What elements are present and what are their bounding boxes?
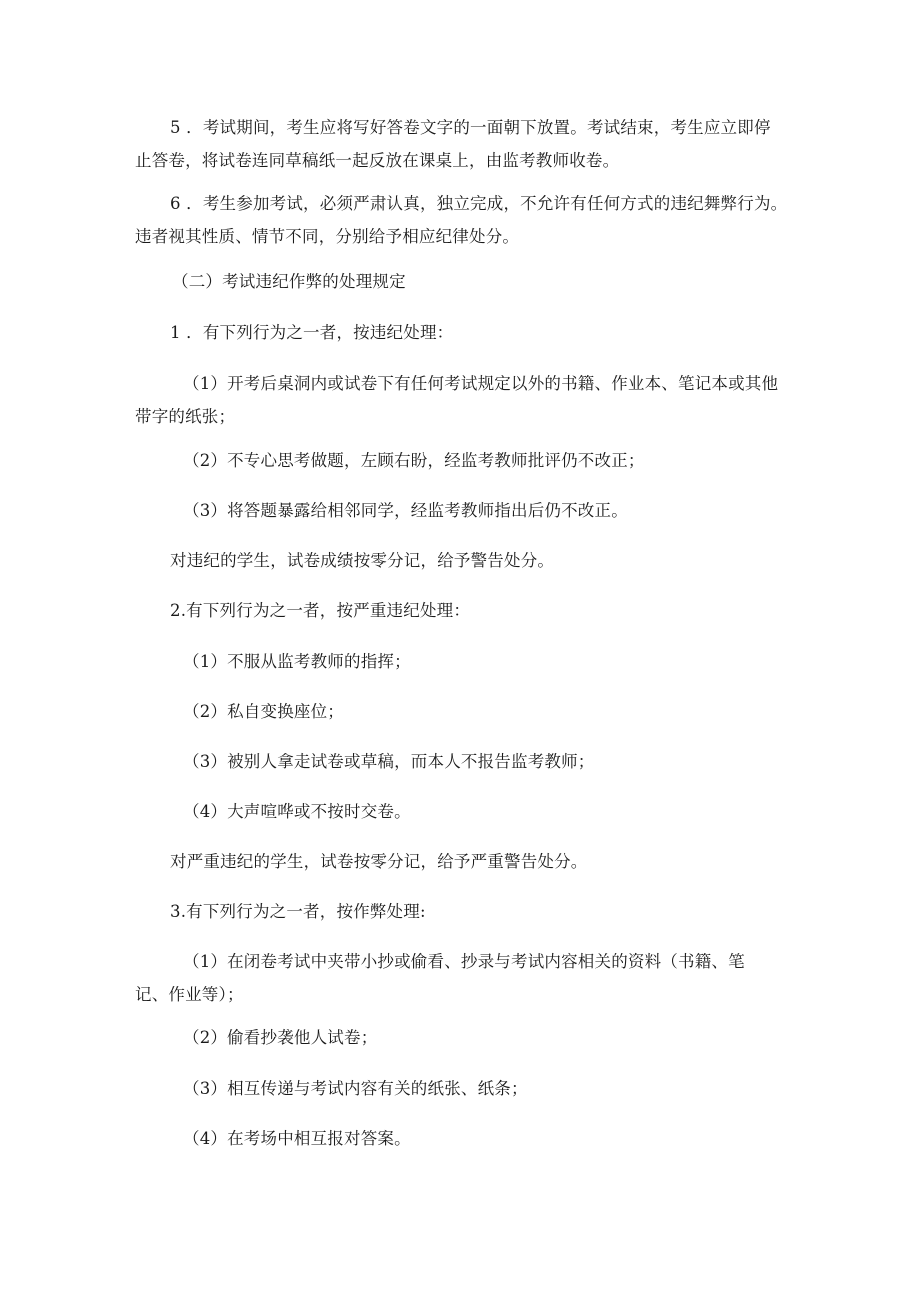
serious-penalty — [170, 845, 588, 878]
text-line: 5 ．考试期间，考生应将写好答卷文字的一面朝下放置。考试结束，考生应立即停 — [170, 118, 771, 137]
serious-item-4 — [183, 795, 411, 828]
text-line: （1）开考后桌洞内或试卷下有任何考试规定以外的书籍、作业本、笔记本或其他 — [183, 374, 779, 393]
paragraph-rule-5 — [135, 111, 771, 177]
text-line: （1）不服从监考教师的指挥； — [183, 652, 411, 671]
text-line: 对严重违纪的学生，试卷按零分记，给予严重警告处分。 — [170, 852, 588, 871]
text-line: 3.有下列行为之一者，按作弊处理: — [170, 902, 426, 921]
text-line: （4）大声喧哗或不按时交卷。 — [183, 802, 411, 821]
violation-item-1 — [135, 367, 779, 433]
item-3-heading — [170, 895, 426, 928]
text-line: （1）在闭卷考试中夹带小抄或偷看、抄录与考试内容相关的资料（书籍、笔 — [183, 952, 745, 971]
text-line: （2）偷看抄袭他人试卷； — [183, 1028, 378, 1047]
cheating-item-2 — [183, 1021, 377, 1054]
item-2-heading — [170, 594, 470, 627]
violation-item-2 — [183, 444, 645, 477]
text-line: 6 ．考生参加考试，必须严肃认真，独立完成，不允许有任何方式的违纪舞弊行为。 — [170, 194, 788, 213]
text-line: （2）不专心思考做题，左顾右盼，经监考教师批评仍不改正； — [183, 451, 645, 470]
text-line: 对违纪的学生，试卷成绩按零分记，给予警告处分。 — [170, 551, 555, 570]
serious-item-3 — [183, 745, 595, 778]
violation-item-3 — [183, 494, 628, 527]
text-line: （3）相互传递与考试内容有关的纸张、纸条； — [183, 1079, 528, 1098]
serious-item-1 — [183, 645, 411, 678]
text-line: 记、作业等）； — [135, 985, 244, 1004]
serious-item-2 — [183, 695, 344, 728]
text-line: （3）将答题暴露给相邻同学，经监考教师指出后仍不改正。 — [183, 501, 628, 520]
item-1-heading — [170, 316, 453, 349]
text-line: 2.有下列行为之一者，按严重违纪处理： — [170, 601, 471, 620]
cheating-item-4 — [183, 1122, 411, 1155]
text-line: （4）在考场中相互报对答案。 — [183, 1129, 411, 1148]
text-line: 带字的纸张； — [135, 407, 236, 426]
text-line: 1 ．有下列行为之一者，按违纪处理： — [170, 323, 454, 342]
text-line: （3）被别人拿走试卷或草稿，而本人不报告监考教师； — [183, 752, 595, 771]
violation-penalty — [170, 544, 554, 577]
cheating-item-1 — [135, 945, 745, 1011]
text-line: 止答卷，将试卷连同草稿纸一起反放在课桌上，由监考教师收卷。 — [135, 151, 620, 170]
section-heading — [172, 265, 406, 298]
text-line: 违者视其性质、情节不同，分别给予相应纪律处分。 — [135, 227, 520, 246]
paragraph-rule-6 — [135, 187, 788, 253]
text-line: （二）考试违纪作弊的处理规定 — [172, 272, 406, 291]
text-line: （2）私自变换座位； — [183, 702, 344, 721]
cheating-item-3 — [183, 1072, 528, 1105]
